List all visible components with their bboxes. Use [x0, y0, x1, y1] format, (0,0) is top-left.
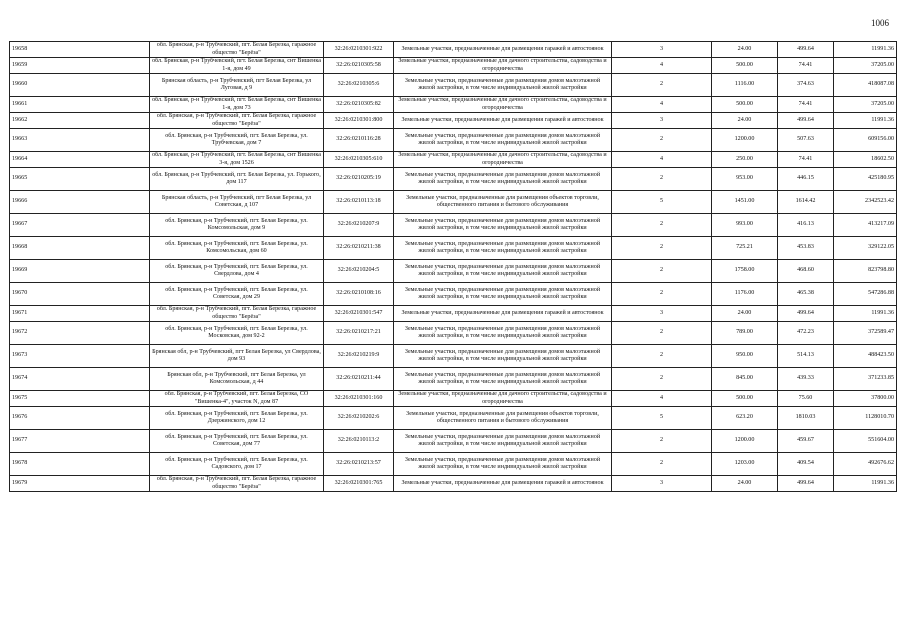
area-cell: 1451.00 — [712, 191, 778, 214]
table-body — [10, 42, 897, 492]
table-row — [10, 129, 897, 152]
cadastral-number-cell: 32:26:0210301:547 — [324, 306, 394, 322]
row-number-cell: 19670 — [10, 283, 150, 306]
land-use-cell: Земельные участки, предназначенные для размещения гаражей и автостоянок — [394, 113, 612, 129]
use-group-cell: 3 — [612, 306, 712, 322]
land-use-cell: Земельные участки, предназначенные для размещения домов малоэтажной жилой застройки, в том числе индивидуальной жилой застройки — [394, 260, 612, 283]
address-cell: Брянская область, р-н Трубчевский, пгт Белая Березка, ул Луговая, д 9 — [150, 74, 324, 97]
land-use-cell: Земельные участки, предназначенные для размещения гаражей и автостоянок — [394, 306, 612, 322]
cadastral-value-cell: 2342523.42 — [834, 191, 897, 214]
cadastral-value-cell: 11991.36 — [834, 113, 897, 129]
area-cell: 789.00 — [712, 322, 778, 345]
specific-value-cell: 374.63 — [778, 74, 834, 97]
row-number-cell: 19661 — [10, 97, 150, 113]
land-use-cell: Земельные участки, предназначенные для размещения домов малоэтажной жилой застройки, в том числе индивидуальной жилой застройки — [394, 430, 612, 453]
use-group-cell: 3 — [612, 42, 712, 58]
table-row — [10, 283, 897, 306]
cadastral-value-cell: 551604.00 — [834, 430, 897, 453]
cadastral-value-cell: 547286.88 — [834, 283, 897, 306]
use-group-cell: 2 — [612, 345, 712, 368]
address-cell: обл. Брянская, р-н Трубчевский, пгт. Белая Березка, ул. Трубчевская, дом 7 — [150, 129, 324, 152]
specific-value-cell: 74.41 — [778, 97, 834, 113]
use-group-cell: 5 — [612, 407, 712, 430]
land-use-cell: Земельные участки, предназначенные для дачного строительства, садоводства и огородничества — [394, 152, 612, 168]
address-cell: Брянская обл, р-н Трубчевский, пгт Белая Березка, ул Свердлова, дом 93 — [150, 345, 324, 368]
cadastral-number-cell: 32:26:0210301:800 — [324, 113, 394, 129]
use-group-cell: 4 — [612, 391, 712, 407]
row-number-cell: 19668 — [10, 237, 150, 260]
land-use-cell: Земельные участки, предназначенные для размещения домов малоэтажной жилой застройки, в том числе индивидуальной жилой застройки — [394, 345, 612, 368]
area-cell: 725.21 — [712, 237, 778, 260]
use-group-cell: 2 — [612, 168, 712, 191]
address-cell: обл. Брянская, р-н Трубчевский, пгт. Белая Березка, снт Вишенка 1-я, дом 73 — [150, 97, 324, 113]
land-use-cell: Земельные участки, предназначенные для размещения домов малоэтажной жилой застройки, в том числе индивидуальной жилой застройки — [394, 453, 612, 476]
specific-value-cell: 514.13 — [778, 345, 834, 368]
address-cell: обл. Брянская, р-н Трубчевский, пгт. Белая Березка, гаражное общество "Берёза" — [150, 113, 324, 129]
address-cell: обл. Брянская, р-н Трубчевский, пгт. Белая Березка, ул. Дзержинского, дом 12 — [150, 407, 324, 430]
cadastral-number-cell: 32:26:0210305:610 — [324, 152, 394, 168]
land-use-cell: Земельные участки, предназначенные для размещения домов малоэтажной жилой застройки, в том числе индивидуальной жилой застройки — [394, 168, 612, 191]
cadastral-value-cell: 418087.08 — [834, 74, 897, 97]
row-number-cell: 19675 — [10, 391, 150, 407]
use-group-cell: 2 — [612, 453, 712, 476]
cadastral-number-cell: 32:26:0210213:57 — [324, 453, 394, 476]
cadastral-number-cell: 32:26:0210205:19 — [324, 168, 394, 191]
address-cell: обл. Брянская, р-н Трубчевский, пгт. Белая Березка, ул. Свердлова, дом 4 — [150, 260, 324, 283]
table-row — [10, 237, 897, 260]
land-use-cell: Земельные участки, предназначенные для размещения домов малоэтажной жилой застройки, в том числе индивидуальной жилой застройки — [394, 322, 612, 345]
land-use-cell: Земельные участки, предназначенные для размещения домов малоэтажной жилой застройки, в том числе индивидуальной жилой застройки — [394, 368, 612, 391]
cadastral-number-cell: 32:26:0210211:44 — [324, 368, 394, 391]
land-use-cell: Земельные участки, предназначенные для размещения объектов торговли, общественного питания и бытового обслуживания — [394, 191, 612, 214]
area-cell: 953.00 — [712, 168, 778, 191]
specific-value-cell: 459.67 — [778, 430, 834, 453]
specific-value-cell: 507.63 — [778, 129, 834, 152]
table-row — [10, 74, 897, 97]
cadastral-number-cell: 32:26:0210113:2 — [324, 430, 394, 453]
cadastral-value-cell: 329122.05 — [834, 237, 897, 260]
area-cell: 24.00 — [712, 113, 778, 129]
address-cell: обл. Брянская, р-н Трубчевский, пгт. Белая Березка, СО "Вишенка-4", участок N, дом 87 — [150, 391, 324, 407]
row-number-cell: 19659 — [10, 58, 150, 74]
specific-value-cell: 416.13 — [778, 214, 834, 237]
row-number-cell: 19660 — [10, 74, 150, 97]
area-cell: 623.20 — [712, 407, 778, 430]
row-number-cell: 19663 — [10, 129, 150, 152]
page-number: 1006 — [871, 18, 889, 28]
cadastral-value-cell: 372589.47 — [834, 322, 897, 345]
address-cell: обл. Брянская, р-н Трубчевский, пгт. Белая Березка, снт Вишенка 1-я, дом 49 — [150, 58, 324, 74]
row-number-cell: 19666 — [10, 191, 150, 214]
use-group-cell: 2 — [612, 129, 712, 152]
land-use-cell: Земельные участки, предназначенные для дачного строительства, садоводства и огородничества — [394, 58, 612, 74]
area-cell: 250.00 — [712, 152, 778, 168]
row-number-cell: 19677 — [10, 430, 150, 453]
cadastral-value-cell: 11991.36 — [834, 476, 897, 492]
row-number-cell: 19672 — [10, 322, 150, 345]
use-group-cell: 5 — [612, 191, 712, 214]
cadastral-value-cell: 11991.36 — [834, 42, 897, 58]
row-number-cell: 19667 — [10, 214, 150, 237]
row-number-cell: 19664 — [10, 152, 150, 168]
specific-value-cell: 409.54 — [778, 453, 834, 476]
address-cell: обл. Брянская, р-н Трубчевский, пгт. Белая Березка, ул. Московская, дом 92-2 — [150, 322, 324, 345]
cadastral-value-cell: 37205.00 — [834, 97, 897, 113]
address-cell: обл. Брянская, р-н Трубчевский, пгт. Белая Березка, гаражное общество "Берёза" — [150, 476, 324, 492]
row-number-cell: 19671 — [10, 306, 150, 322]
use-group-cell: 4 — [612, 58, 712, 74]
specific-value-cell: 453.83 — [778, 237, 834, 260]
cadastral-value-table — [9, 41, 897, 492]
table-row — [10, 191, 897, 214]
land-use-cell: Земельные участки, предназначенные для дачного строительства, садоводства и огородничества — [394, 391, 612, 407]
area-cell: 950.00 — [712, 345, 778, 368]
specific-value-cell: 472.23 — [778, 322, 834, 345]
land-use-cell: Земельные участки, предназначенные для дачного строительства, садоводства и огородничества — [394, 97, 612, 113]
address-cell: обл. Брянская, р-н Трубчевский, пгт. Белая Березка, ул. Горького, дом 117 — [150, 168, 324, 191]
use-group-cell: 2 — [612, 430, 712, 453]
cadastral-number-cell: 32:26:0210305:82 — [324, 97, 394, 113]
cadastral-value-cell: 11991.36 — [834, 306, 897, 322]
cadastral-number-cell: 32:26:0210113:18 — [324, 191, 394, 214]
use-group-cell: 3 — [612, 476, 712, 492]
table-row — [10, 453, 897, 476]
land-use-cell: Земельные участки, предназначенные для размещения домов малоэтажной жилой застройки, в том числе индивидуальной жилой застройки — [394, 74, 612, 97]
area-cell: 1203.00 — [712, 453, 778, 476]
use-group-cell: 2 — [612, 368, 712, 391]
cadastral-value-cell: 823798.80 — [834, 260, 897, 283]
specific-value-cell: 499.64 — [778, 476, 834, 492]
table-row — [10, 430, 897, 453]
area-cell: 1176.00 — [712, 283, 778, 306]
cadastral-value-cell: 609156.00 — [834, 129, 897, 152]
row-number-cell: 19665 — [10, 168, 150, 191]
specific-value-cell: 1614.42 — [778, 191, 834, 214]
specific-value-cell: 74.41 — [778, 152, 834, 168]
land-use-cell: Земельные участки, предназначенные для размещения объектов торговли, общественного питания и бытового обслуживания — [394, 407, 612, 430]
cadastral-number-cell: 32:26:0210204:5 — [324, 260, 394, 283]
table-row — [10, 97, 897, 113]
table-row — [10, 407, 897, 430]
table-row — [10, 260, 897, 283]
area-cell: 500.00 — [712, 97, 778, 113]
area-cell: 24.00 — [712, 42, 778, 58]
use-group-cell: 3 — [612, 113, 712, 129]
use-group-cell: 2 — [612, 74, 712, 97]
table-row — [10, 168, 897, 191]
row-number-cell: 19678 — [10, 453, 150, 476]
table-row — [10, 322, 897, 345]
address-cell: обл. Брянская, р-н Трубчевский, пгт. Белая Березка, гаражное общество "Берёза" — [150, 306, 324, 322]
cadastral-value-cell: 488423.50 — [834, 345, 897, 368]
row-number-cell: 19674 — [10, 368, 150, 391]
cadastral-number-cell: 32:26:0210301:160 — [324, 391, 394, 407]
specific-value-cell: 465.38 — [778, 283, 834, 306]
cadastral-value-cell: 413217.09 — [834, 214, 897, 237]
table-row — [10, 113, 897, 129]
cadastral-number-cell: 32:26:0210305:6 — [324, 74, 394, 97]
land-use-cell: Земельные участки, предназначенные для размещения домов малоэтажной жилой застройки, в том числе индивидуальной жилой застройки — [394, 129, 612, 152]
cadastral-number-cell: 32:26:0210108:16 — [324, 283, 394, 306]
area-cell: 1200.00 — [712, 129, 778, 152]
specific-value-cell: 468.60 — [778, 260, 834, 283]
address-cell: обл. Брянская, р-н Трубчевский, пгт. Белая Березка, ул. Комсомольская, дом 9 — [150, 214, 324, 237]
cadastral-value-cell: 37800.00 — [834, 391, 897, 407]
land-use-cell: Земельные участки, предназначенные для размещения домов малоэтажной жилой застройки, в том числе индивидуальной жилой застройки — [394, 237, 612, 260]
area-cell: 500.00 — [712, 58, 778, 74]
cadastral-value-cell: 492676.62 — [834, 453, 897, 476]
specific-value-cell: 75.60 — [778, 391, 834, 407]
table-row — [10, 345, 897, 368]
use-group-cell: 2 — [612, 322, 712, 345]
cadastral-value-cell: 18602.50 — [834, 152, 897, 168]
cadastral-value-cell: 37205.00 — [834, 58, 897, 74]
row-number-cell: 19669 — [10, 260, 150, 283]
cadastral-number-cell: 32:26:0210301:922 — [324, 42, 394, 58]
table-row — [10, 476, 897, 492]
table-row — [10, 306, 897, 322]
area-cell: 993.00 — [712, 214, 778, 237]
use-group-cell: 2 — [612, 214, 712, 237]
address-cell: Брянская обл, р-н Трубчевский, пгт Белая Березка, ул Комсомольская, д 44 — [150, 368, 324, 391]
table-row — [10, 58, 897, 74]
use-group-cell: 4 — [612, 152, 712, 168]
row-number-cell: 19662 — [10, 113, 150, 129]
land-use-cell: Земельные участки, предназначенные для размещения гаражей и автостоянок — [394, 42, 612, 58]
cadastral-number-cell: 32:26:0210219:9 — [324, 345, 394, 368]
area-cell: 500.00 — [712, 391, 778, 407]
row-number-cell: 19676 — [10, 407, 150, 430]
area-cell: 1116.00 — [712, 74, 778, 97]
address-cell: обл. Брянская, р-н Трубчевский, пгт. Белая Березка, снт Вишенка 3-я, дом 1526 — [150, 152, 324, 168]
land-use-cell: Земельные участки, предназначенные для размещения домов малоэтажной жилой застройки, в том числе индивидуальной жилой застройки — [394, 214, 612, 237]
specific-value-cell: 1810.03 — [778, 407, 834, 430]
specific-value-cell: 499.64 — [778, 113, 834, 129]
row-number-cell: 19679 — [10, 476, 150, 492]
specific-value-cell: 74.41 — [778, 58, 834, 74]
area-cell: 24.00 — [712, 476, 778, 492]
address-cell: обл. Брянская, р-н Трубчевский, пгт. Белая Березка, ул. Комсомольская, дом 60 — [150, 237, 324, 260]
cadastral-value-cell: 1128010.70 — [834, 407, 897, 430]
area-cell: 24.00 — [712, 306, 778, 322]
specific-value-cell: 499.64 — [778, 42, 834, 58]
specific-value-cell: 439.33 — [778, 368, 834, 391]
table-row — [10, 214, 897, 237]
use-group-cell: 2 — [612, 237, 712, 260]
cadastral-value-cell: 425180.95 — [834, 168, 897, 191]
use-group-cell: 4 — [612, 97, 712, 113]
address-cell: Брянская область, р-н Трубчевский, пгт Белая Березка, ул Советская, д 107 — [150, 191, 324, 214]
land-use-cell: Земельные участки, предназначенные для размещения домов малоэтажной жилой застройки, в том числе индивидуальной жилой застройки — [394, 283, 612, 306]
use-group-cell: 2 — [612, 283, 712, 306]
address-cell: обл. Брянская, р-н Трубчевский, пгт. Белая Березка, ул. Садовского, дом 17 — [150, 453, 324, 476]
area-cell: 845.00 — [712, 368, 778, 391]
table-row — [10, 391, 897, 407]
cadastral-number-cell: 32:26:0210211:38 — [324, 237, 394, 260]
table-row — [10, 42, 897, 58]
cadastral-number-cell: 32:26:0210305:58 — [324, 58, 394, 74]
address-cell: обл. Брянская, р-н Трубчевский, пгт. Белая Березка, гаражное общество "Берёза" — [150, 42, 324, 58]
cadastral-number-cell: 32:26:0210207:9 — [324, 214, 394, 237]
specific-value-cell: 499.64 — [778, 306, 834, 322]
table-row — [10, 368, 897, 391]
area-cell: 1758.00 — [712, 260, 778, 283]
row-number-cell: 19658 — [10, 42, 150, 58]
cadastral-number-cell: 32:26:0210301:765 — [324, 476, 394, 492]
land-use-cell: Земельные участки, предназначенные для размещения гаражей и автостоянок — [394, 476, 612, 492]
address-cell: обл. Брянская, р-н Трубчевский, пгт. Белая Березка, ул. Советская, дом 77 — [150, 430, 324, 453]
cadastral-value-cell: 371233.85 — [834, 368, 897, 391]
area-cell: 1200.00 — [712, 430, 778, 453]
specific-value-cell: 446.15 — [778, 168, 834, 191]
use-group-cell: 2 — [612, 260, 712, 283]
row-number-cell: 19673 — [10, 345, 150, 368]
table-row — [10, 152, 897, 168]
cadastral-number-cell: 32:26:0210202:6 — [324, 407, 394, 430]
cadastral-number-cell: 32:26:0210217:21 — [324, 322, 394, 345]
cadastral-number-cell: 32:26:0210116:28 — [324, 129, 394, 152]
address-cell: обл. Брянская, р-н Трубчевский, пгт. Белая Березка, ул. Советская, дом 29 — [150, 283, 324, 306]
